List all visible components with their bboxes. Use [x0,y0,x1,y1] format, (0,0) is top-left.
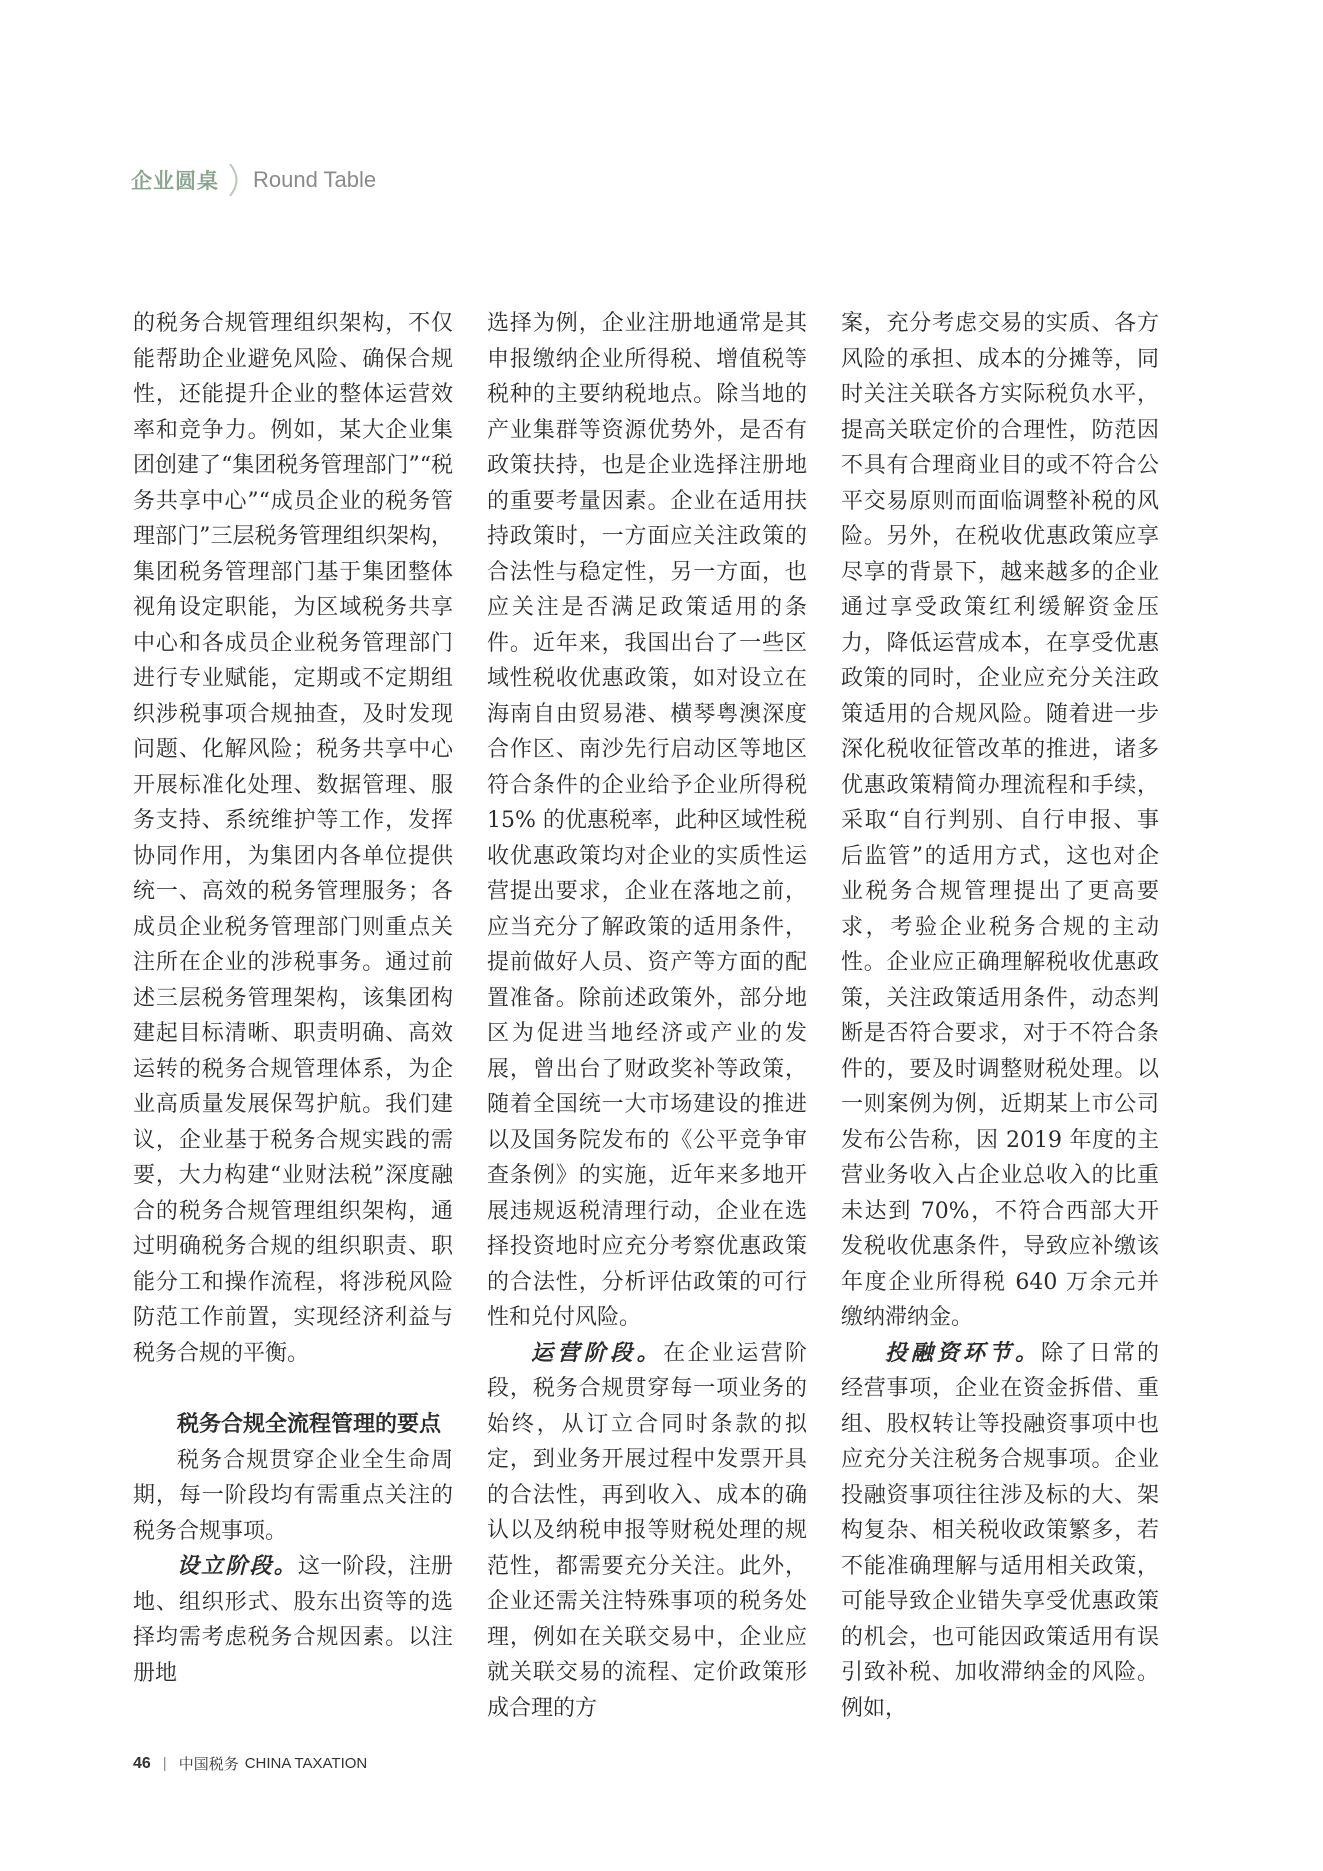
keyword: 运营阶段。 [531,1339,663,1366]
chevron-separator-icon [227,162,245,198]
footer-separator: | [162,1755,167,1772]
section-title-en: Round Table [253,167,377,192]
keyword: 投融资环节。 [885,1339,1041,1366]
paragraph-text: 这一阶段，注册地、组织形式、股东出资等的选择均需考虑税务合规因素。以注册地 [133,1554,453,1686]
keyword: 设立阶段。 [177,1553,298,1579]
journal-name-cn: 中国税务 [178,1756,239,1773]
paragraph-text: 除了日常的经营事项，企业在资金拆借、重组、股权转让等投融资事项中也应充分关注税务合规事项。企业投融资事项往往涉及标的大、架构复杂、相关税收政策繁多，若不能准确理解与适用相关政策，可能导致企业错失享受优惠政策的机会，也可能因政策适用有误引致补税、加收滞纳金的风险。例如， [841,1340,1159,1721]
paragraph [487,1336,807,1727]
page-header [131,160,376,200]
column-3 [841,306,1159,1726]
column-1 [133,306,453,1691]
paragraph-text: 在企业运营阶段，税务合规贯穿每一项业务的始终，从订立合同时条款的拟定，到业务开展过程中发票开具的合法性，再到收入、成本的确认以及纳税申报等财税处理的规范性，都需要充分关注。此外，企业还需关注特殊事项的税务处理，例如在关联交易中，企业应就关联交易的流程、定价政策形成合理的方 [487,1340,807,1721]
page-footer [133,1753,367,1774]
paragraph: 案，充分考虑交易的实质、各方风险的承担、成本的分摊等，同时关注关联各方实际税负水平，提高关联定价的合理性，防范因不具有合理商业目的或不符合公平交易原则而面临调整补税的风险。另外，在税收优惠政策应享尽享的背景下，越来越多的企业通过享受政策红利缓解资金压力，降低运营成本，在享受优惠政策的同时，企业应充分关注政策适用的合规风险。随着进一步深化税收征管改革的推进，诸多优惠政策精简办理流程和手续，采取“自行判别、自行申报、事后监管”的适用方式，这也对企业税务合规管理提出了更高要求，考验企业税务合规的主动性。企业应正确理解税收优惠政策，关注政策适用条件，动态判断是否符合要求，对于不符合条件的，要及时调整财税处理。以一则案例为例，近期某上市公司发布公告称，因 2019 年度的主营业务收入占企业总收入的比重未达到 70%，不符合西部大开发税收优惠条件，导致应补缴该年度企业所得税 640 万余元并缴纳滞纳金。 [841,311,1159,1330]
journal-name-en: CHINA TAXATION [244,1755,368,1772]
paragraph [841,1336,1159,1727]
section-title-cn: 企业圆桌 [131,169,219,193]
paragraph: 的税务合规管理组织架构，不仅能帮助企业避免风险、确保合规性，还能提升企业的整体运营效率和竞争力。例如，某大企业集团创建了“集团税务管理部门”“税务共享中心”“成员企业的税务管理部门”三层税务管理组织架构，集团税务管理部门基于集团整体视角设定职能，为区域税务共享中心和各成员企业税务管理部门进行专业赋能，定期或不定期组织涉税事项合规抽查，及时发现问题、化解风险；税务共享中心开展标准化处理、数据管理、服务支持、系统维护等工作，发挥协同作用，为集团内各单位提供统一、高效的税务管理服务；各成员企业税务管理部门则重点关注所在企业的涉税事务。通过前述三层税务管理架构，该集团构建起目标清晰、职责明确、高效运转的税务合规管理体系，为企业高质量发展保驾护航。我们建议，企业基于税务合规实践的需要，大力构建“业财法税”深度融合的税务合规管理组织架构，通过明确税务合规的组织职责、职能分工和操作流程，将涉税风险防范工作前置，实现经济利益与税务合规的平衡。 [133,311,453,1366]
page-number: 46 [133,1754,151,1772]
paragraph: 税务合规贯穿企业全生命周期，每一阶段均有需重点关注的税务合规事项。 [133,1447,453,1544]
column-2 [487,306,807,1726]
section-heading: 税务合规全流程管理的要点 [177,1412,442,1437]
paragraph: 选择为例，企业注册地通常是其申报缴纳企业所得税、增值税等税种的主要纳税地点。除当地的产业集群等资源优势外，是否有政策扶持，也是企业选择注册地的重要考量因素。企业在适用扶持政策时，一方面应关注政策的合法性与稳定性，另一方面，也应关注是否满足政策适用的条件。近年来，我国出台了一些区域性税收优惠政策，如对设立在海南自由贸易港、横琴粤澳深度合作区、南沙先行启动区等地区符合条件的企业给予企业所得税 15% 的优惠税率，此种区域性税收优惠政策均对企业的实质性运营提出要求，企业在落地之前，应当充分了解政策的适用条件，提前做好人员、资产等方面的配置准备。除前述政策外，部分地区为促进当地经济或产业的发展，曾出台了财政奖补等政策，随着全国统一大市场建设的推进以及国务院发布的《公平竞争审查条例》的实施，近年来多地开展违规返税清理行动，企业在选择投资地时应充分考察优惠政策的合法性，分析评估政策的可行性和兑付风险。 [487,311,807,1330]
paragraph [133,1549,453,1691]
